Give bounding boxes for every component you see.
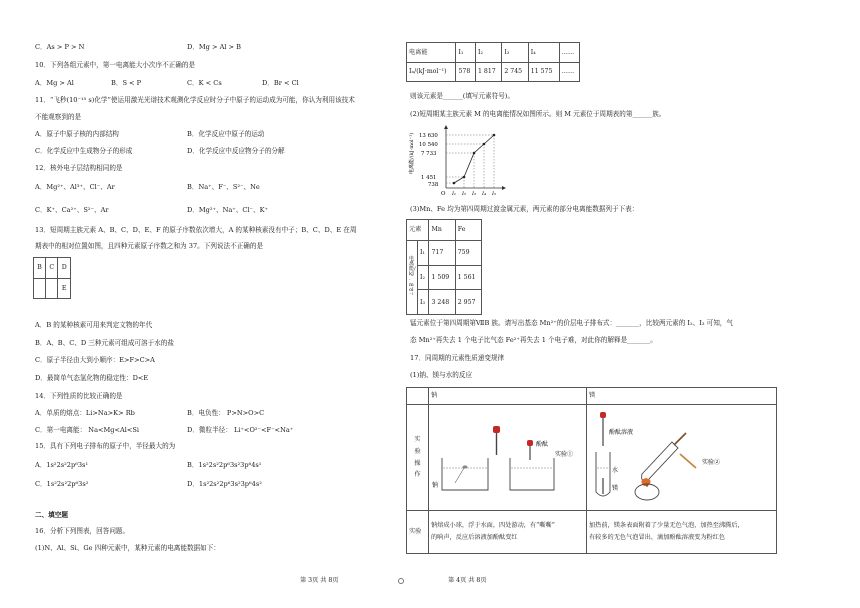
page-number-left: 第 3页 共 8页: [300, 577, 339, 584]
ie-header-cell: 电离能: [407, 43, 456, 63]
periodic-position-grid: [33, 257, 71, 299]
q15-option-b: B．1s²2s²2p⁶3s²3p⁶4s¹: [187, 461, 262, 469]
q10-option-d: D．Br < Cl: [262, 79, 299, 87]
mnfe-cell: 717: [429, 241, 455, 266]
grid-cell: D: [58, 258, 71, 279]
ie-header-cell: ……: [559, 43, 579, 63]
q12-option-b: B．Na⁺、F⁻、S²⁻、Ne: [187, 183, 260, 191]
exp-corner-cell: [407, 388, 429, 405]
data-point: [473, 152, 476, 155]
q10-option-b: B．S < P: [111, 79, 142, 87]
q13-option-a: A．B 的某种核素可用来判定文物的年代: [35, 321, 153, 329]
ie-value-cell: ……: [559, 62, 579, 82]
mnfe-cell: 2 957: [455, 290, 481, 315]
ie-header-cell: I₂: [476, 43, 502, 63]
page-number-right: 第 4页 共 8页: [448, 577, 487, 584]
q11-option-d: D．化学反应中反应物分子的分解: [187, 147, 285, 155]
q9-option-c: C．As > P > N: [35, 43, 85, 51]
q16-part1-answer-line: 则该元素是______(填写元素符号)。: [410, 92, 515, 100]
q17-part1: (1)钠、镁与水的反应: [410, 371, 473, 379]
ie-value-cell: 11 575: [528, 62, 559, 82]
q15-option-c: C．1s²2s²2p⁶3s²: [35, 480, 89, 488]
x-tick-label: I₄: [482, 191, 486, 197]
x-tick-label: I₅: [492, 191, 496, 197]
obs-na-line: 钠熔成小球，浮于水面，四处游动，有“嘶嘶”: [431, 522, 555, 530]
mnfe-side-label: [407, 241, 418, 315]
ie-header-cell: I₁: [456, 43, 476, 63]
q10-stem: 10．下列各组元素中，第一电离能大小次序不正确的是: [35, 61, 196, 69]
q16-part3-stem: (3)Mn、Fe 均为第四周期过渡金属元素，两元素的部分电离能数据列于下表：: [410, 205, 639, 213]
exp-col-sodium: 钠: [429, 388, 587, 405]
ionization-energy-table: [406, 42, 580, 82]
grid-cell: E: [58, 278, 71, 299]
ie-value-cell: 1 817: [476, 62, 502, 82]
q14-option-a: A．单质的熔点：Li>Na>K> Rb: [35, 409, 135, 417]
mnfe-row-label: I₃: [418, 290, 429, 315]
q14-option-c: C．第一电离能： Na<Mg<Al<Si: [35, 426, 140, 434]
label-phenolphthalein: 酚酞: [536, 441, 549, 448]
q10-option-c: C．K < Cs: [187, 79, 222, 87]
q13-stem-2: 期表中的相对位置如图，且四种元素原子序数之和为 37。下列说法不正确的是: [35, 242, 264, 250]
exp-row-obs-label: 实验: [407, 511, 429, 554]
q12-option-d: D．Mg²⁺、Na⁺、Cl⁻、K⁺: [187, 206, 268, 214]
q16-part2-stem: (2)短周期某主族元素 M 的电离能情况如图所示。则 M 元素位于周期表的第______族。: [410, 110, 666, 118]
x-tick-label: O: [441, 191, 446, 197]
beaker-right-icon: [510, 458, 554, 490]
mn-fe-table: [406, 219, 482, 315]
obs-mg-line: 有较多的无色气泡冒出，滴加酚酞溶液变为粉红色: [589, 534, 726, 541]
q15-option-d: D．1s²2s²2p⁶3s²3p⁶4s²: [187, 480, 262, 488]
mnfe-cell: 3 248: [429, 290, 455, 315]
chart-ylabel: 电离能/(kJ·mol⁻¹): [409, 132, 415, 174]
q15-stem: 15．具有下列电子排布的原子中，半径最大的为: [35, 442, 176, 450]
x-tick-label: I₁: [452, 191, 456, 197]
q11-option-a: A．原子中原子核的内部结构: [35, 130, 119, 138]
mnfe-cell: 1 561: [455, 265, 481, 290]
obs-mg-line: 加热前，镁条表面附着了少量无色气泡，加热至沸腾后，: [589, 522, 744, 530]
mnfe-row-label: I₁: [418, 241, 429, 266]
grid-cell: B: [34, 258, 46, 279]
data-point: [493, 134, 496, 137]
obs-na-line: 的响声，反应后溶液加酚酞变红: [431, 534, 518, 541]
exp-magnesium-observation: [587, 511, 777, 554]
x-arrow-icon: [502, 186, 506, 190]
q11-option-c: C．化学反应中生成物分子的形成: [35, 147, 133, 155]
q16-part3-question-2: 态 Mn²⁺再失去 1 个电子比气态 Fe²⁺再失去 1 个电子难，对此你的解释是_______。: [410, 336, 657, 344]
y-tick-label: 738: [428, 182, 439, 188]
grid-cell: [46, 278, 58, 299]
label-magnesium: 镁: [612, 485, 619, 492]
q13-option-b: B．A、B、C、D 三种元素可组成可溶于水的盐: [35, 339, 174, 347]
q12-option-a: A．Mg²⁺、Al³⁺、Cl⁻、Ar: [35, 183, 115, 191]
exp-sodium-observation: [429, 511, 587, 554]
q10-option-a: A．Mg > Al: [35, 79, 74, 87]
dropper-icon: [493, 426, 500, 455]
q11-option-b: B．化学反应中原子的运动: [187, 130, 265, 138]
data-point: [453, 182, 456, 185]
mnfe-row-label: I₂: [418, 265, 429, 290]
q17-stem: 17．同周期的元素性质递变规律: [410, 354, 505, 362]
ionization-energy-chart: [408, 124, 508, 200]
q14-option-b: B．电负性： P>N>O>C: [187, 409, 265, 417]
test-tube-left-icon: [596, 452, 610, 496]
label-experiment-2: 实验②: [702, 459, 721, 466]
label-phenolphthalein-solution: 酚酞溶液: [609, 429, 634, 436]
magnesium-experiment-illustration: [590, 408, 770, 506]
dropper-icon: [600, 412, 606, 446]
mnfe-header-cell: Fe: [455, 220, 481, 241]
data-point: [463, 176, 466, 179]
q9-option-d: D．Mg > Al > B: [187, 43, 242, 51]
q11-stem-1: 11．“飞秒(10⁻¹⁵ s)化学”使运用激光光谱技术观测化学反应时分子中原子的运动成为可能，你认为利用该技术: [35, 96, 355, 104]
ie-header-cell: I₄: [528, 43, 559, 63]
mnfe-header-cell: 元素: [407, 220, 429, 241]
beaker-left-icon: [442, 458, 488, 490]
label-experiment-1: 实验①: [555, 451, 574, 458]
ie-header-cell: I₃: [502, 43, 528, 63]
data-point: [483, 143, 486, 146]
mnfe-cell: 759: [455, 241, 481, 266]
q16-part3-question-1: 锰元素位于第四周期第ⅦB 族。请写出基态 Mn²⁺的价层电子排布式：_______，比较两元素的 I₂、I₃ 可知，气: [410, 319, 733, 327]
q14-stem: 14．下列性质的比较正确的是: [35, 392, 123, 400]
q16-part1: (1)N、Al、Si、Ge 四种元素中，某种元素的电离能数据如下：: [35, 544, 220, 552]
q13-stem-1: 13．短周期主族元素 A、B、C、D、E、F 的原子序数依次增大，A 的某种核素没有中子；B、C、D、E 在周: [35, 226, 357, 234]
q13-option-c: C．原子半径由大到小顺序：E>F>C>A: [35, 356, 155, 364]
ie-row-label: Iₙ/(kJ·mol⁻¹): [407, 62, 456, 82]
q15-option-a: A．1s²2s²2p⁶3s¹: [35, 461, 89, 469]
section-heading-fill-blank: 二、填空题: [35, 511, 68, 519]
grid-cell: C: [46, 258, 58, 279]
dropper-icon: [527, 440, 533, 460]
exp-row-operation-label: [407, 405, 429, 511]
x-tick-label: I₃: [472, 191, 476, 197]
ie-value-cell: 2 745: [502, 62, 528, 82]
y-tick-label: 1 451: [421, 175, 437, 181]
exp-row-operation-text: 实验操作: [414, 435, 421, 479]
mnfe-cell: 1 509: [429, 265, 455, 290]
q16-stem: 16．分析下列图表，回答问题。: [35, 527, 130, 535]
q13-option-d: D．最简单气态氢化物的稳定性：D<E: [35, 374, 149, 382]
mnfe-side-label-text: 电离能/kJ·mol⁻¹: [409, 255, 416, 299]
binding-circle-icon: [398, 578, 404, 584]
grid-cell: [34, 278, 46, 299]
label-water: 水: [612, 467, 619, 474]
mnfe-header-cell: Mn: [429, 220, 455, 241]
q12-stem: 12．核外电子层结构相同的是: [35, 164, 123, 172]
x-tick-label: I₂: [462, 191, 466, 197]
y-tick-label: 13 630: [419, 133, 438, 139]
q14-option-d: D．微粒半径： Li⁺<O²⁻<F⁻<Na⁺: [187, 426, 294, 434]
q12-option-c: C．K⁺、Ca²⁺、S²⁻、Ar: [35, 206, 109, 214]
ie-value-cell: 578: [456, 62, 476, 82]
sodium-experiment-illustration: [430, 410, 580, 502]
test-tube-heated-icon: [642, 433, 696, 481]
q11-stem-2: 不能观察到的是: [35, 113, 82, 121]
alcohol-lamp-icon: [635, 478, 659, 500]
y-tick-label: 10 540: [419, 142, 438, 148]
y-tick-label: 7 733: [421, 151, 437, 157]
exp-col-magnesium: 镁: [587, 388, 777, 405]
label-sodium: 钠: [432, 482, 439, 489]
y-arrow-icon: [444, 125, 448, 129]
